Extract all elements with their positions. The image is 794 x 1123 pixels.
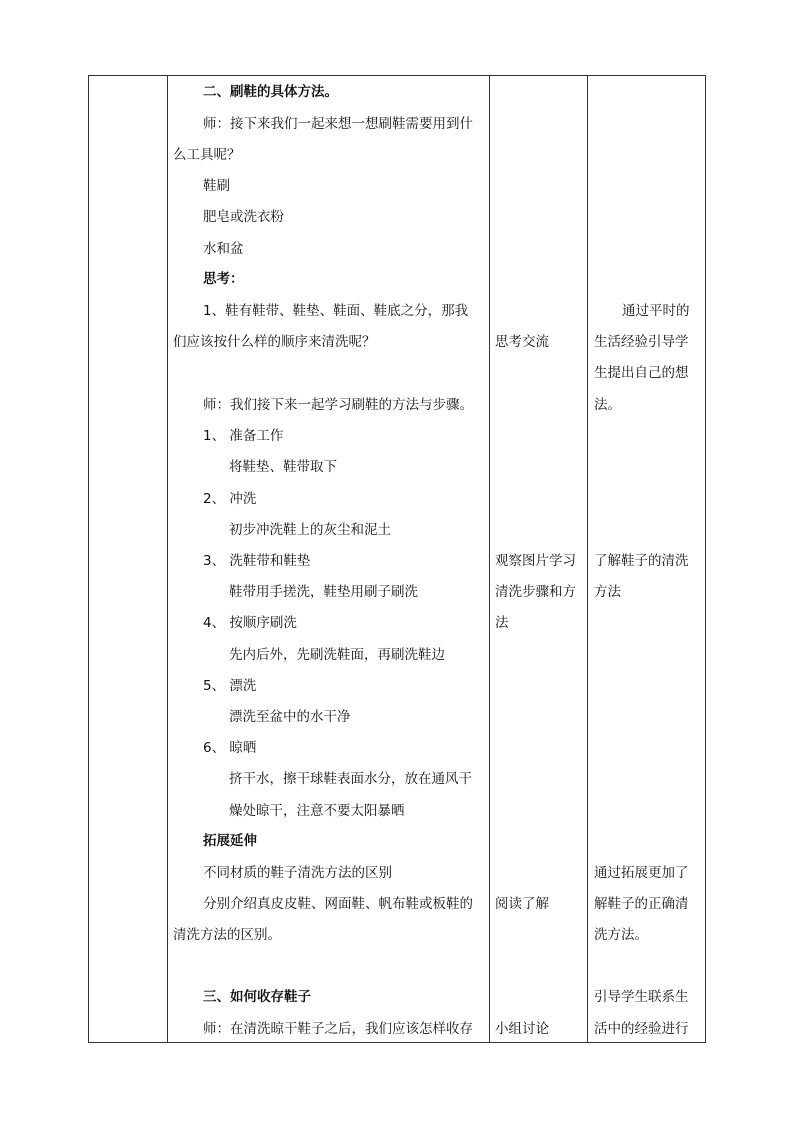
content-line: 师：我们接下来一起学习刷鞋的方法与步骤。 (203, 397, 473, 413)
step-title: 3、 洗鞋带和鞋垫 (203, 553, 311, 569)
intent-text: 引导学生联系生 (594, 989, 689, 1005)
step-detail: 将鞋垫、鞋带取下 (229, 459, 337, 475)
activity-text: 思考交流 (495, 334, 549, 350)
content-line: 么工具呢？ (173, 147, 241, 163)
activity-text: 清洗步骤和方 (495, 584, 576, 600)
intent-text: 洗方法。 (594, 927, 648, 943)
intent-text: 通过平时的 (622, 303, 690, 319)
intent-text: 活中的经验进行 (594, 1021, 689, 1037)
content-line: 清洗方法的区别。 (173, 927, 281, 943)
column-divider (489, 76, 490, 1042)
activity-text: 小组讨论 (495, 1021, 549, 1037)
content-line: 师：接下来我们一起来想一想刷鞋需要用到什 (203, 116, 473, 132)
content-line: 不同材质的鞋子清洗方法的区别 (203, 865, 392, 881)
step-title: 6、 晾晒 (203, 740, 257, 756)
sub-heading: 思考： (203, 271, 244, 287)
step-title: 1、 准备工作 (203, 428, 284, 444)
intent-text: 生活经验引导学 (594, 334, 689, 350)
sub-heading: 拓展延伸 (203, 833, 257, 849)
step-detail: 先内后外，先刷洗鞋面，再刷洗鞋边 (229, 647, 445, 663)
step-detail: 初步冲洗鞋上的灰尘和泥土 (229, 522, 391, 538)
step-title: 2、 冲洗 (203, 491, 257, 507)
step-detail: 漂洗至盆中的水干净 (229, 709, 351, 725)
content-line: 1、鞋有鞋带、鞋垫、鞋面、鞋底之分，那我 (203, 303, 469, 319)
step-title: 4、 按顺序刷洗 (203, 615, 297, 631)
intent-text: 通过拓展更加了 (594, 865, 689, 881)
intent-text: 生提出自己的想 (594, 365, 689, 381)
section-heading: 二、刷鞋的具体方法。 (203, 84, 338, 100)
intent-text: 法。 (594, 397, 621, 413)
activity-text: 观察图片学习 (495, 553, 576, 569)
column-divider (587, 76, 588, 1042)
step-detail: 燥处晾干，注意不要太阳暴晒 (229, 803, 405, 819)
step-detail: 挤干水，擦干球鞋表面水分，放在通风干 (229, 771, 472, 787)
content-line: 师：在清洗晾干鞋子之后，我们应该怎样收存 (203, 1021, 473, 1037)
content-line: 水和盆 (203, 241, 244, 257)
column-divider (167, 76, 168, 1042)
intent-text: 了解鞋子的清洗 (594, 553, 689, 569)
content-line: 分别介绍真皮皮鞋、网面鞋、帆布鞋或板鞋的 (203, 896, 473, 912)
intent-text: 解鞋子的正确清 (594, 896, 689, 912)
intent-text: 方法 (594, 584, 621, 600)
activity-text: 法 (495, 615, 509, 631)
content-line: 们应该按什么样的顺序来清洗呢？ (173, 334, 376, 350)
content-line: 鞋刷 (203, 178, 230, 194)
activity-text: 阅读了解 (495, 896, 549, 912)
section-heading: 三、如何收存鞋子 (203, 989, 311, 1005)
content-line: 肥皂或洗衣粉 (203, 209, 284, 225)
step-detail: 鞋带用手搓洗，鞋垫用刷子刷洗 (229, 584, 418, 600)
step-title: 5、 漂洗 (203, 678, 257, 694)
